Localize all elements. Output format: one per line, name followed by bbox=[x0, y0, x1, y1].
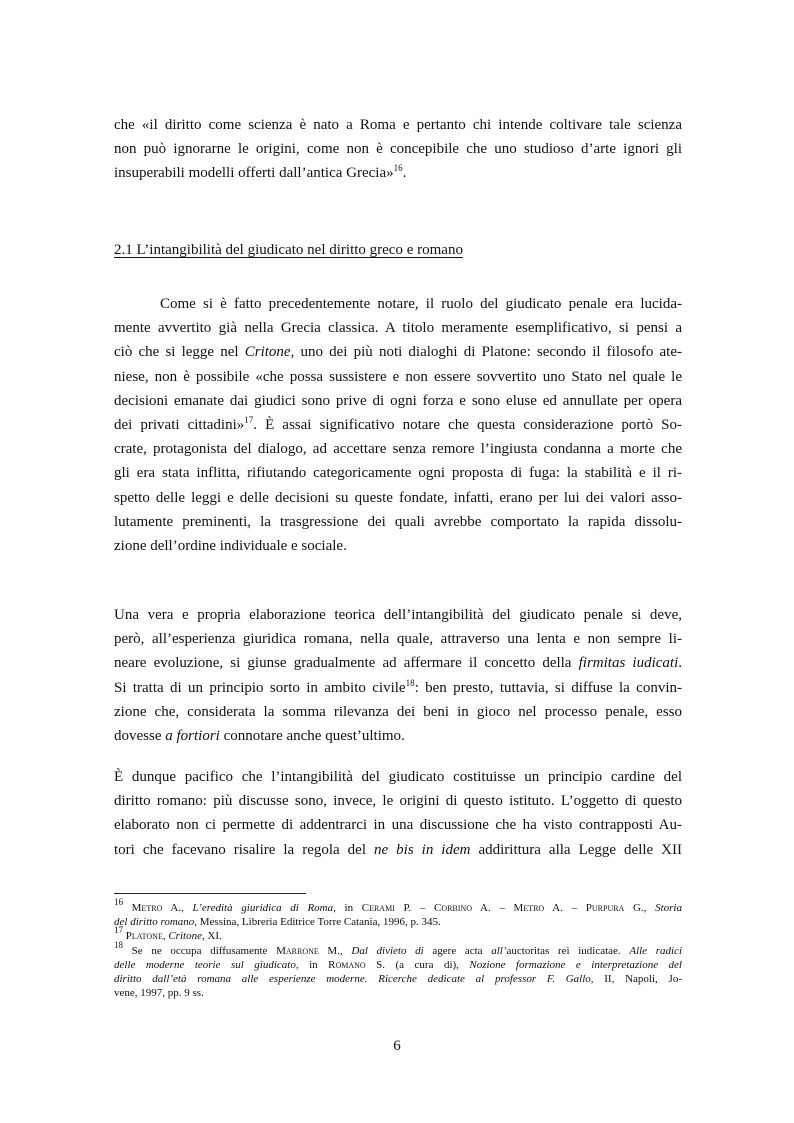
text-line: neare evoluzione, si giunse gradualmente ad affermare il concetto della firmitas iudicati. bbox=[114, 655, 682, 672]
text-line: dei privati cittadini»$^{17}$. È assai significativo notare che questa considerazione portò So- bbox=[114, 415, 682, 434]
text-line: crate, protagonista del dialogo, ad accettare senza remore l’ingiusta condanna a morte che bbox=[114, 441, 682, 458]
page-number: 6 bbox=[393, 1038, 401, 1054]
footnote-16: $^{16}$ Metro A., L’eredità giuridica di Roma, in Cerami P. – Corbino A. – Metro A. – Purpura G., Storia bbox=[114, 897, 682, 914]
text-line: zione dell’ordine individuale e sociale. bbox=[114, 538, 347, 555]
paragraph-origins bbox=[114, 765, 682, 862]
footnote-18-cont: diritto dall’età romana alle esperienze moderne. Ricerche dedicate al professor F. Gallo, II, Napoli, Jo- bbox=[114, 973, 682, 986]
paragraph-greece bbox=[114, 292, 682, 558]
paragraph-rome bbox=[114, 603, 682, 748]
text-line: decisioni emanate dai giudici sono prive di ogni forza e sono eluse ed annullate per opera bbox=[114, 392, 682, 409]
italic-term: Critone bbox=[244, 344, 291, 361]
text-line: lutamente preminenti, la trasgressione dei quali avrebbe comportato la rapida dissolu- bbox=[114, 513, 682, 530]
text-line: zione che, considerata la somma rilevanza dei beni in gioco nel processo penale, esso bbox=[114, 703, 682, 720]
footnotes bbox=[114, 897, 682, 1000]
text-line: tori che facevano risalire la regola del ne bis in idem addirittura alla Legge delle XII bbox=[114, 841, 683, 858]
text-line: mente avvertito già nella Grecia classica. A titolo meramente esemplificativo, si pensi a bbox=[114, 320, 682, 337]
text-line: insuperabili modelli offerti dall’antica Grecia»$^{16}$. bbox=[114, 163, 407, 182]
italic-term: firmitas iudicati bbox=[578, 655, 679, 672]
footnote-ref-17[interactable]: 17 bbox=[244, 415, 254, 426]
footnote-ref-18[interactable]: 18 bbox=[405, 677, 415, 688]
footnote-18-cont: vene, 1997, pp. 9 ss. bbox=[114, 987, 204, 1000]
text-line: ciò che si legge nel Critone, uno dei più noti dialoghi di Platone: secondo il filosofo ate- bbox=[114, 344, 682, 361]
intro-paragraph bbox=[114, 113, 682, 186]
text-line: che «il diritto come scienza è nato a Roma e pertanto chi intende coltivare tale scienza bbox=[114, 117, 682, 133]
text-line: Come si è fatto precedentemente notare, il ruolo del giudicato penale era lucida- bbox=[160, 296, 682, 312]
text-line: Si tratta di un principio sorto in ambito civile$^{18}$: ben presto, tuttavia, si diffuse la convin- bbox=[114, 677, 682, 696]
footnote-18-cont: delle moderne teorie sul giudicato, in Romano S. (a cura di), Nozione formazione e interpretazione del bbox=[114, 958, 682, 971]
text-line: gli era stata inflitta, rifiutando categoricamente ogni proposta di fuga: la stabilità e il ri- bbox=[114, 465, 682, 482]
text-line: Una vera e propria elaborazione teorica dell’intangibilità del giudicato penale si deve, bbox=[114, 607, 682, 623]
footnote-separator bbox=[114, 893, 306, 894]
italic-term: a fortiori bbox=[165, 728, 220, 745]
text-line: elaborato non ci permette di addentrarci in una discussione che ha visto contrapposti Au- bbox=[114, 817, 682, 834]
footnote-16-cont: del diritto romano, Messina, Libreria Editrice Torre Catania, 1996, p. 345. bbox=[114, 916, 441, 929]
footnote-ref-16[interactable]: 16 bbox=[393, 163, 403, 174]
text-line: dovesse a fortiori connotare anche quest’ultimo. bbox=[114, 728, 405, 745]
text-line: niese, non è possibile «che possa sussistere e non essere sovvertito uno Stato nel quale le bbox=[114, 368, 682, 385]
section-heading: 2.1 L’intangibilità del giudicato nel diritto greco e romano bbox=[114, 242, 463, 258]
footnote-17: $^{17}$ Platone, Critone, XI. bbox=[114, 925, 222, 943]
footnote-18: $^{18}$ Se ne occupa diffusamente Marrone M., Dal divieto di agere acta all’auctoritas rei iudicatae. Alle radici bbox=[114, 939, 682, 957]
text-line: diritto romano: più discusse sono, invece, le origini di questo istituto. L’oggetto di questo bbox=[114, 793, 682, 810]
italic-term: ne bis in idem bbox=[374, 841, 471, 858]
text-line: spetto delle leggi e delle decisioni su queste fondate, infatti, erano per lui dei valori asso- bbox=[114, 489, 682, 506]
text-line: non può ignorarne le origini, come non è concepibile che uno studioso d’arte ignori gli bbox=[114, 141, 682, 158]
text-line: però, all’esperienza giuridica romana, nella quale, attraverso una lenta e non sempre li- bbox=[114, 631, 682, 648]
text-line: È dunque pacifico che l’intangibilità del giudicato costituisse un principio cardine del bbox=[114, 769, 682, 785]
